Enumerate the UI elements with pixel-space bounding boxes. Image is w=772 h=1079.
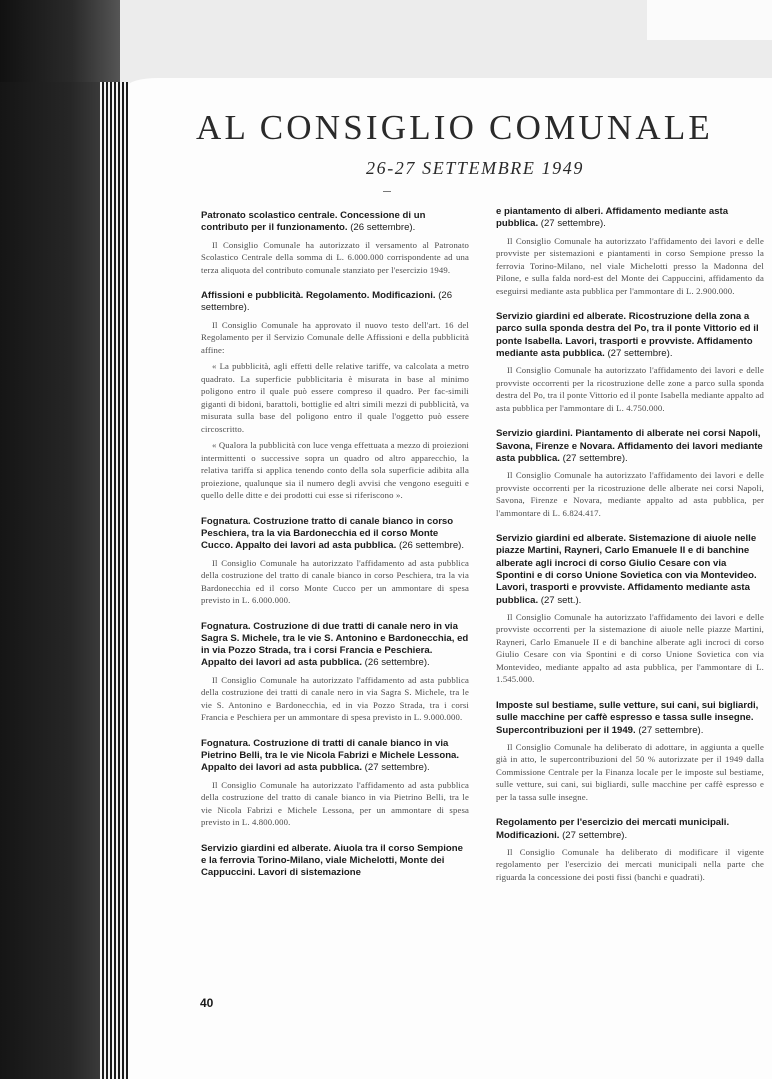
article-paragraph: « La pubblicità, agli effetti delle relative tariffe, va calcolata a metro quadrato. La superficie pubblicitaria è misurata in base al minimo poligono entro il quale può essere compreso il quadro. Per fac-simili giganti di bidoni, barattoli, bottiglie ed altri simili mezzi di pubblicità, va misurata sulla base del poligono entro il quale l'oggetto può essere circoscritto. xyxy=(201,361,469,434)
page-number: 40 xyxy=(200,996,214,1010)
article-title xyxy=(201,516,469,553)
article-item xyxy=(496,206,764,297)
right-column xyxy=(496,206,764,897)
article-title-text: Servizio giardini ed alberate. Ricostruzione della zona a parco sulla sponda destra del Po, tra il ponte Vittorio ed il ponte Isabella. Lavori, trasporti e provviste. Affidamento mediante asta pubblica. xyxy=(496,311,759,359)
article-item xyxy=(496,428,764,519)
article-title-text: Servizio giardini ed alberate. Aiuola tra il corso Sempione e la ferrovia Torino-Milano, viale Michelotti, Monte dei Cappuccini. Lavori di sistemazione xyxy=(201,842,463,879)
article-title-text: Servizio giardini. Piantamento di alberate nei corsi Napoli, Savona, Firenze e Novara. Affidamento dei lavori mediante asta pubblica. xyxy=(496,428,763,464)
article-date-note: (26 settembre). xyxy=(398,540,465,552)
article-item xyxy=(201,516,469,607)
dateline: 26-27 SETTEMBRE 1949 xyxy=(366,158,584,178)
article-paragraph: Il Consiglio Comunale ha autorizzato l'affidamento dei lavori e delle provviste per sistemazioni e piantamenti in corso Sempione presso la ferrovia Torino-Milano, nel viale Michelotti presso la Madonna del Pilone, e sulla falda nord-est del Monte dei Cappuccini, affidamento da eseguirsi mediante asta pubblica per l'ammontare di L. 2.900.000. xyxy=(496,235,764,296)
article-title xyxy=(201,290,469,315)
article-paragraph: Il Consiglio Comunale ha deliberato di modificare il vigente regolamento per l'esercizio dei mercati municipali nella parte che riguarda la concessione dei posti fissi (banchi e quadrati). xyxy=(496,846,764,882)
article-item xyxy=(496,311,764,414)
article-title-text: Fognatura. Costruzione di tratti di canale bianco in via Pietrino Belli, tra le vie Nicola Fabrizi e Michele Lessona. Appalto dei lavori ad asta pubblica. xyxy=(201,737,460,774)
article-date-note: (26 settembre). xyxy=(201,290,453,314)
page-edges xyxy=(100,82,130,1079)
article-title-text: e piantamento di alberi. Affidamento mediante asta pubblica. xyxy=(496,206,729,230)
article-title xyxy=(201,210,469,235)
article-paragraph: Il Consiglio Comunale ha autorizzato l'affidamento ad asta pubblica della costruzione dei tratti di canale nero in via Sagra S. Michele, tra le vie S. Antonino e Bardonecchia, ed in via Pozzo Strada, tra i corsi Francia e Peschiera per un ammontare di spesa previsto in L. 9.000.000. xyxy=(201,674,469,723)
article-date-note: (27 sett.). xyxy=(540,594,582,606)
article-paragraph: Il Consiglio Comunale ha autorizzato l'affidamento dei lavori e delle provviste occorrenti per la ricostruzione delle zone a parco sulla sponda destra del Po, tra il ponte Vittorio ed il ponte Isabella mediante appalto ad asta pubblica per l'ammontare di L. 4.750.000. xyxy=(496,365,764,413)
scan-shadow xyxy=(0,0,120,88)
article-item xyxy=(496,533,764,686)
article-title xyxy=(201,738,469,775)
article-title xyxy=(496,311,764,360)
article-paragraph: « Qualora la pubblicità con luce venga effettuata a mezzo di proiezioni intermittenti o successive sopra un quadro od altro apparecchio, la relativa tariffa si applica tenendo conto della sola superficie adibita alla proiezione, qualunque sia il numero degli avvisi che vengono eseguiti e quello delle ditte e dei prodotti cui esse si riferiscono ». xyxy=(201,440,469,501)
article-paragraph: Il Consiglio Comunale ha autorizzato l'affidamento ad asta pubblica della costruzione del tratto di canale bianco in via Pietrino Belli, tra le vie Nicola Fabrizi e Michele Lessona, per un ammontare di spesa previsto in L. 4.800.000. xyxy=(201,779,469,828)
article-item xyxy=(496,817,764,883)
article-item xyxy=(201,210,469,276)
article-paragraph: Il Consiglio Comunale ha autorizzato l'affidamento ad asta pubblica della costruzione del tratto di canale bianco in corso Peschiera, tra la via Bardonecchia ed il corso Monte Cucco per un ammontare di spesa previsto in L. 6.000.000. xyxy=(201,557,469,606)
article-date-note: (27 settembre). xyxy=(562,829,628,841)
article-item xyxy=(496,700,764,803)
article-title xyxy=(496,700,764,737)
article-item xyxy=(201,738,469,829)
article-item xyxy=(201,290,469,502)
book-binding xyxy=(0,82,100,1079)
article-title xyxy=(201,843,469,880)
article-date-note: (27 settembre). xyxy=(607,347,673,359)
article-paragraph: Il Consiglio Comunale ha autorizzato il versamento al Patronato Scolastico Centrale della somma di L. 6.000.000 corrispondente ad una terza aliquota del contributo comunale stanziato per l'esercizio 1949. xyxy=(201,239,469,275)
article-title-text: Patronato scolastico centrale. Concessione di un contributo per il funzionamento. xyxy=(201,210,426,234)
article-title-text: Affissioni e pubblicità. Regolamento. Modificazioni. xyxy=(201,290,436,302)
separator-dash xyxy=(383,191,391,192)
article-date-note: (26 settembre). xyxy=(350,222,416,234)
article-title xyxy=(201,621,469,670)
article-paragraph: Il Consiglio Comunale ha deliberato di adottare, in aggiunta a quelle già in atto, le supercontribuzioni del 50 % autorizzate per il 1949 dalla Commissione Centrale per la Finanza locale per le imposte sul bestiame, sulle vetture, sui cani, sui bigliardi, sulle macchine per caffè espresso e per la tassa sulle insegne. xyxy=(496,741,764,802)
article-item xyxy=(201,843,469,880)
article-title-text: Imposte sul bestiame, sulle vetture, sui cani, sui bigliardi, sulle macchine per caffè espresso e tassa sulle insegne. Supercontribuzioni per il 1949. xyxy=(496,699,759,736)
article-title-text: Fognatura. Costruzione tratto di canale bianco in corso Peschiera, tra la via Bardonecchia ed il corso Monte Cucco. Appalto dei lavori ad asta pubblica. xyxy=(201,515,454,552)
article-item xyxy=(201,621,469,724)
scan-light-patch xyxy=(647,0,772,40)
left-column xyxy=(201,210,469,894)
article-date-note: (27 settembre). xyxy=(638,724,704,736)
article-title xyxy=(496,533,764,607)
article-date-note: (27 settembre). xyxy=(364,762,430,774)
article-title xyxy=(496,817,764,842)
document-page xyxy=(128,78,772,1079)
article-title xyxy=(496,206,764,231)
article-paragraph: Il Consiglio Comunale ha autorizzato l'affidamento dei lavori e delle provviste occorrenti per la ricostruzione delle alberate nei corsi Napoli, Savona, Firenze e Novara, mediante appalto ad asta pubblica, per l'ammontare di L. 6.824.417. xyxy=(496,470,764,518)
article-date-note: (27 settembre). xyxy=(562,452,628,464)
article-title xyxy=(496,428,764,465)
article-paragraph: Il Consiglio Comunale ha autorizzato l'affidamento dei lavori e delle provviste occorrenti per la sistemazione di aiuole nelle piazze Martini, Rayneri, Carlo Emanuele II e di banchine alberate agli incroci di corso Giulio Cesare con via Spontini e di corso Unione Sovietica con via Montevideo, mediante appalto ad asta pubblica, per l'ammontare di L. 1.545.000. xyxy=(496,611,764,685)
article-title-text: Servizio giardini ed alberate. Sistemazione di aiuole nelle piazze Martini, Rayneri, Carlo Emanuele II e di banchine alberate agli incroci di corso Giulio Cesare con via Spontini e di corso Unione Sovietica con via Montevideo. Lavori, trasporti e provviste. Affidamento mediante asta pubblica. xyxy=(496,533,757,606)
article-date-note: (27 settembre). xyxy=(540,218,606,230)
article-title-text: Fognatura. Costruzione di due tratti di canale nero in via Sagra S. Michele, tra le vie S. Antonino e Bardonecchia, ed in via Pozzo Strada, tra i corsi Francia e Peschiera. Appalto dei lavori ad asta pubblica. xyxy=(201,620,469,669)
article-paragraph: Il Consiglio Comunale ha approvato il nuovo testo dell'art. 16 del Regolamento per il Servizio Comunale delle Affissioni e della pubblicità affine: xyxy=(201,319,469,355)
page-title: AL CONSIGLIO COMUNALE xyxy=(196,108,713,147)
article-date-note: (26 settembre). xyxy=(364,657,430,669)
scan-background xyxy=(0,0,772,88)
article-title-text: Regolamento per l'esercizio dei mercati municipali. Modificazioni. xyxy=(496,817,730,841)
